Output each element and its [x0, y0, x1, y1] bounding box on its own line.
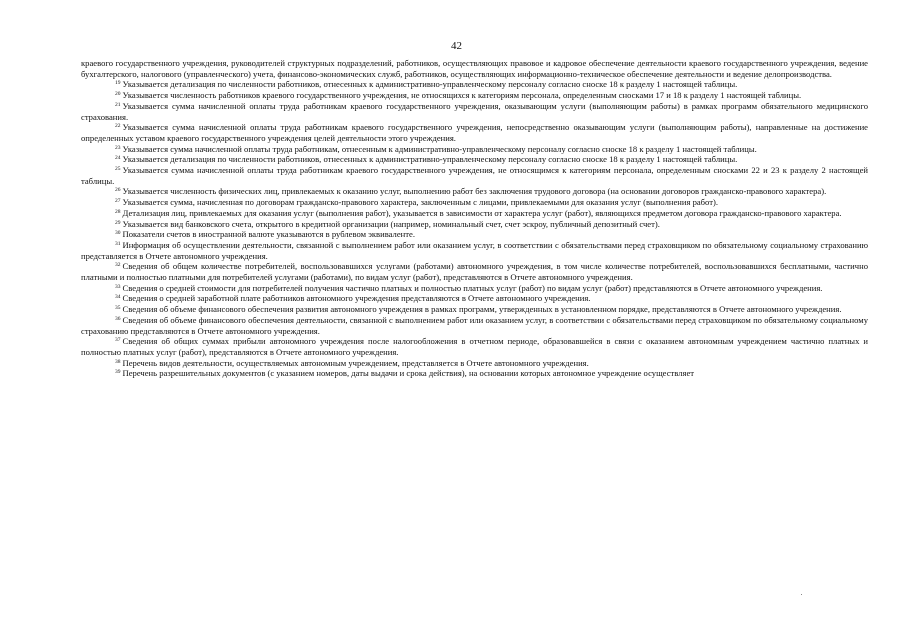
footnote-number: 25	[115, 166, 121, 173]
footnote-text: Перечень разрешительных документов (с указанием номеров, даты выдачи и срока действия), на основании которых автономное учреждение осуществляет	[122, 368, 695, 379]
footnote-31	[81, 240, 868, 261]
footnote-text: Указывается детализация по численности работников, отнесенных к административно-управленческому персоналу согласно сноске 18 к разделу 1 настоящей таблицы.	[122, 154, 738, 165]
footnote-19	[81, 79, 868, 90]
footnote-text: Детализация лиц, привлекаемых для оказания услуг (выполнения работ), указывается в зависимости от характера услуг (работ), являющихся предметом договора гражданско-правового характера.	[122, 207, 842, 218]
footnote-24	[81, 154, 868, 165]
footnote-21	[81, 101, 868, 122]
footnote-27	[81, 197, 868, 208]
footnote-number: 22	[115, 123, 121, 130]
footnote-text: Указывается вид банковского счета, открытого в кредитной организации (например, номинальный счет, счет эскроу, публичный депозитный счет).	[122, 218, 660, 229]
footnote-number: 24	[115, 155, 121, 162]
footnote-28	[81, 208, 868, 219]
footnote-text: Указывается сумма, начисленная по договорам гражданско-правового характера, заключенным с лицами, привлекаемыми для оказания услуг (выполнения работ).	[122, 197, 719, 208]
footnote-text: Указывается детализация по численности работников, отнесенных к административно-управленческому персоналу согласно сноске 18 к разделу 1 настоящей таблицы.	[122, 79, 738, 90]
footnote-35	[81, 304, 868, 315]
footnote-number: 23	[115, 144, 121, 151]
footnote-text: Сведения о средней заработной плате работников автономного учреждения представляются в Отчете автономного учреждения.	[122, 293, 591, 304]
footnote-36	[81, 315, 868, 336]
footnote-number: 36	[115, 315, 121, 322]
footnote-number: 33	[115, 283, 121, 290]
footnote-number: 35	[115, 305, 121, 312]
footnote-text: Сведения об общих суммах прибыли автономного учреждения после налогообложения в отчетном периоде, образовавшейся в связи с оказанием автономным учреждением частично платных и полностью платных услуг (работ), представляются в Отчете автономного учреждения.	[81, 336, 868, 357]
footnote-22	[81, 122, 868, 143]
footnote-number: 34	[115, 294, 121, 301]
footnote-text: Указывается сумма начисленной оплаты труда работникам краевого государственного учреждения, оказывающим услуги (выполняющим работы) в рамках программ обязательного медицинского страхования.	[81, 100, 868, 122]
footnote-26	[81, 186, 868, 197]
footnote-number: 27	[115, 198, 121, 205]
footnote-32	[81, 261, 868, 282]
footnote-number: 38	[115, 358, 121, 365]
footnote-text: Перечень видов деятельности, осуществляемых автономным учреждением, представляется в Отчете автономного учреждения.	[122, 357, 589, 368]
footnote-text: Сведения об объеме финансового обеспечения деятельности, связанной с выполнением работ или оказанием услуг, в соответствии с обязательствами перед страховщиком по обязательному социальному страхованию представляются в Отчете автономного учреждения.	[81, 314, 868, 336]
intro-paragraph: краевого государственного учреждения, руководителей структурных подразделений, работников, осуществляющих правовое и кадровое обеспечение деятельности краевого государственного учреждения, ведение бухгалтерского, налогового (управленческого) учета, финансово-экономических служб, работников, осуществляющих информационно-техническое обеспечение деятельности и ведение делопроизводства.	[81, 58, 868, 79]
footnote-number: 29	[115, 219, 121, 226]
footnote-37	[81, 336, 868, 357]
page-number: 42	[451, 40, 462, 52]
footnote-list	[81, 79, 868, 379]
footnote-23	[81, 144, 868, 155]
footnote-text: Информация об осуществлении деятельности, связанной с выполнением работ или оказанием услуг, в соответствии с обязательствами перед страховщиком по обязательному социальному страхованию представляется в Отчете автономного учреждения.	[81, 239, 868, 261]
footnote-34	[81, 293, 868, 304]
scan-speck	[801, 594, 802, 595]
footnote-number: 39	[115, 369, 121, 376]
footnote-25	[81, 165, 868, 186]
footnote-38	[81, 358, 868, 369]
footnote-number: 30	[115, 230, 121, 237]
footnote-text: Сведения об объеме финансового обеспечения развития автономного учреждения в рамках программ, утвержденных в установленном порядке, представляются в Отчете автономного учреждения.	[122, 304, 842, 315]
footnote-29	[81, 219, 868, 230]
footnote-text: Сведения о средней стоимости для потребителей получения частично платных и полностью платных услуг (работ) по видам услуг (работ) представляются в Отчете автономного учреждения.	[122, 282, 823, 293]
footnote-20	[81, 90, 868, 101]
footnote-number: 28	[115, 208, 121, 215]
document-body	[81, 58, 868, 379]
footnote-text: Указывается сумма начисленной оплаты труда работникам краевого государственного учреждения, непосредственно оказывающим услуги (выполняющим работы), направленные на достижение определенных уставом краевого государственного учреждения целей деятельности этого учреждения.	[81, 122, 868, 143]
footnote-text: Указывается сумма начисленной оплаты труда работникам краевого государственного учреждения, не относящимся к категориям персонала, определенным сносками 22 и 23 к разделу 2 настоящей таблицы.	[81, 165, 868, 186]
footnote-number: 32	[115, 262, 121, 269]
footnote-33	[81, 283, 868, 294]
footnote-number: 31	[115, 240, 121, 247]
footnote-number: 26	[115, 187, 121, 194]
footnote-text: Указывается численность физических лиц, привлекаемых к оказанию услуг, выполнению работ без заключения трудового договора (на основании договоров гражданско-правового характера).	[122, 186, 827, 197]
footnote-39	[81, 368, 868, 379]
footnote-text: Показатели счетов в иностранной валюте указываются в рублевом эквиваленте.	[122, 229, 415, 240]
footnote-number: 20	[115, 91, 121, 98]
footnote-text: Указывается сумма начисленной оплаты труда работникам, отнесенным к административно-управленческому персоналу согласно сноске 18 к разделу 1 настоящей таблицы.	[122, 143, 757, 154]
footnote-text: Указывается численность работников краевого государственного учреждения, не относящихся к категориям персонала, определенным сносками 17 и 18 к разделу 1 настоящей таблицы.	[122, 90, 802, 101]
footnote-30	[81, 229, 868, 240]
footnote-number: 37	[115, 337, 121, 344]
footnote-number: 21	[115, 101, 121, 108]
footnote-number: 19	[115, 80, 121, 87]
footnote-text: Сведения об общем количестве потребителей, воспользовавшихся услугами (работами) автономного учреждения, в том числе количестве потребителей, воспользовавшихся бесплатными, частично платными и полностью платными для потребителей услугами (работами), по видам услуг (работ), представляются в Отчете автономного учреждения.	[81, 261, 868, 283]
